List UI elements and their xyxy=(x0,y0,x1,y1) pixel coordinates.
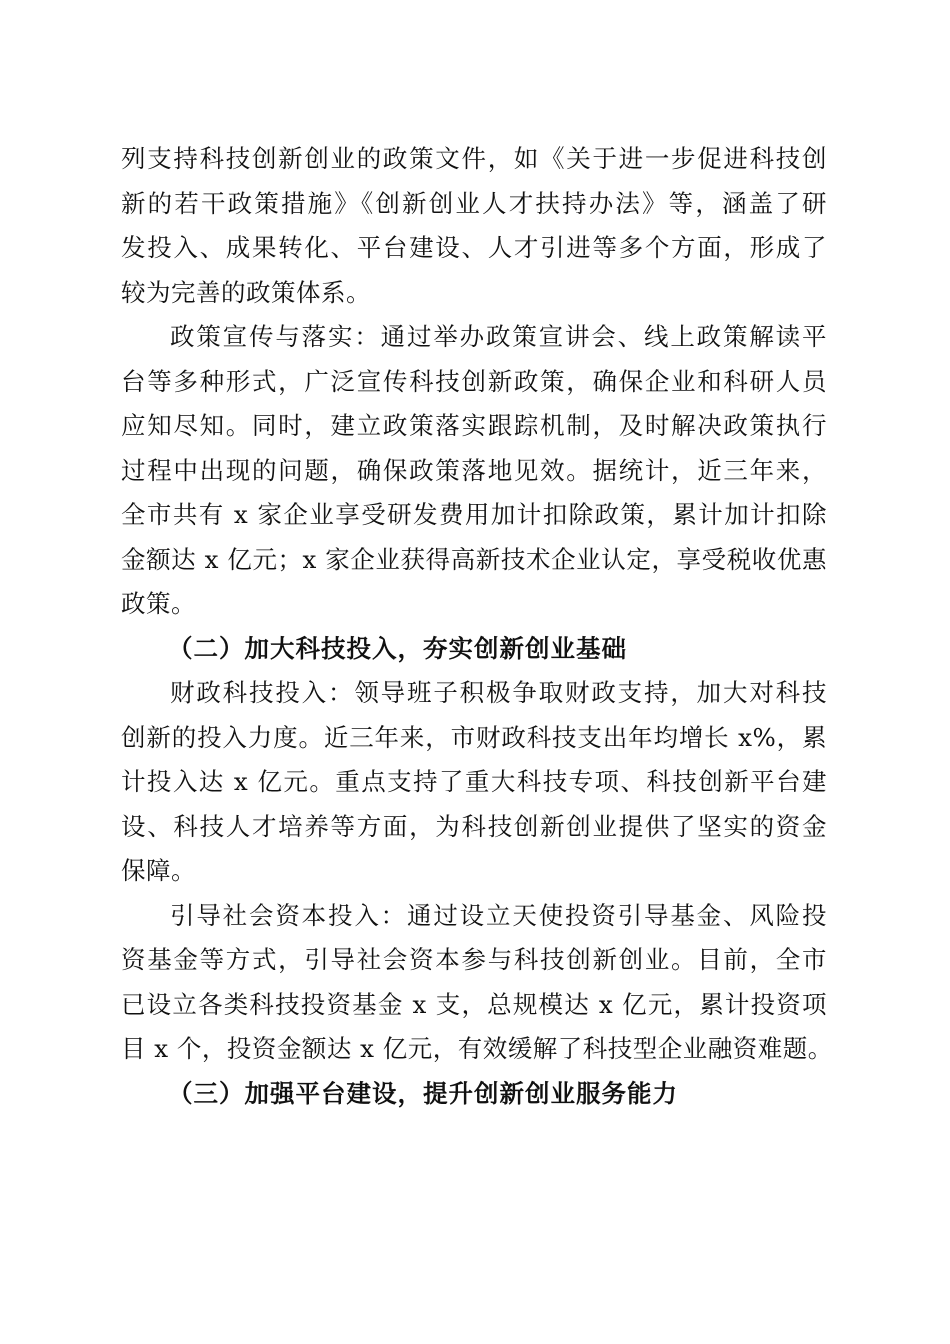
text-line: 政策宣传与落实：通过举办政策宣讲会、线上政策解读平 xyxy=(170,322,827,351)
paragraph-fiscal-investment xyxy=(121,671,827,894)
text-line: 保障。 xyxy=(121,856,196,885)
text-line: 新的若干政策措施》《创新创业人才扶持办法》等，涵盖了研 xyxy=(121,188,827,218)
text-line: 引导社会资本投入：通过设立天使投资引导基金、风险投 xyxy=(170,900,827,930)
text-line: 列支持科技创新创业的政策文件，如《关于进一步促进科技创 xyxy=(121,144,827,173)
section-heading-tech-investment: （二）加大科技投入，夯实创新创业基础 xyxy=(168,633,627,663)
text-line: 发投入、成果转化、平台建设、人才引进等多个方面，形成了 xyxy=(121,233,827,262)
text-line: 已设立各类科技投资基金 x 支，总规模达 x 亿元，累计投资项 xyxy=(121,989,827,1019)
text-line: 设、科技人才培养等方面，为科技创新创业提供了坚实的资金 xyxy=(121,811,827,841)
text-line: 应知尽知。同时，建立政策落实跟踪机制，及时解决政策执行 xyxy=(121,411,827,440)
text-line: 金额达 x 亿元；x 家企业获得高新技术企业认定，享受税收优惠 xyxy=(121,544,827,574)
text-line: 政策。 xyxy=(121,589,196,618)
paragraph-policy-implementation xyxy=(121,315,827,627)
paragraph-policy-system xyxy=(121,137,827,315)
text-line: 财政科技投入：领导班子积极争取财政支持，加大对科技 xyxy=(170,678,827,707)
section-heading-platform-building: （三）加强平台建设，提升创新创业服务能力 xyxy=(168,1078,678,1108)
document-body xyxy=(121,137,833,1116)
text-line: 创新的投入力度。近三年来，市财政科技支出年均增长 x%，累 xyxy=(121,722,827,752)
text-line: 全市共有 x 家企业享受研发费用加计扣除政策，累计加计扣除 xyxy=(121,500,827,529)
text-line: 计投入达 x 亿元。重点支持了重大科技专项、科技创新平台建 xyxy=(121,767,827,796)
paragraph-social-capital xyxy=(121,894,833,1072)
text-line: 过程中出现的问题，确保政策落地见效。据统计，近三年来， xyxy=(121,455,827,485)
text-line: 目 x 个，投资金额达 x 亿元，有效缓解了科技型企业融资难题。 xyxy=(121,1034,833,1063)
text-line: 较为完善的政策体系。 xyxy=(121,277,371,307)
text-line: 台等多种形式，广泛宣传科技创新政策，确保企业和科研人员 xyxy=(121,366,827,396)
text-line: 资基金等方式，引导社会资本参与科技创新创业。目前，全市 xyxy=(121,945,827,974)
